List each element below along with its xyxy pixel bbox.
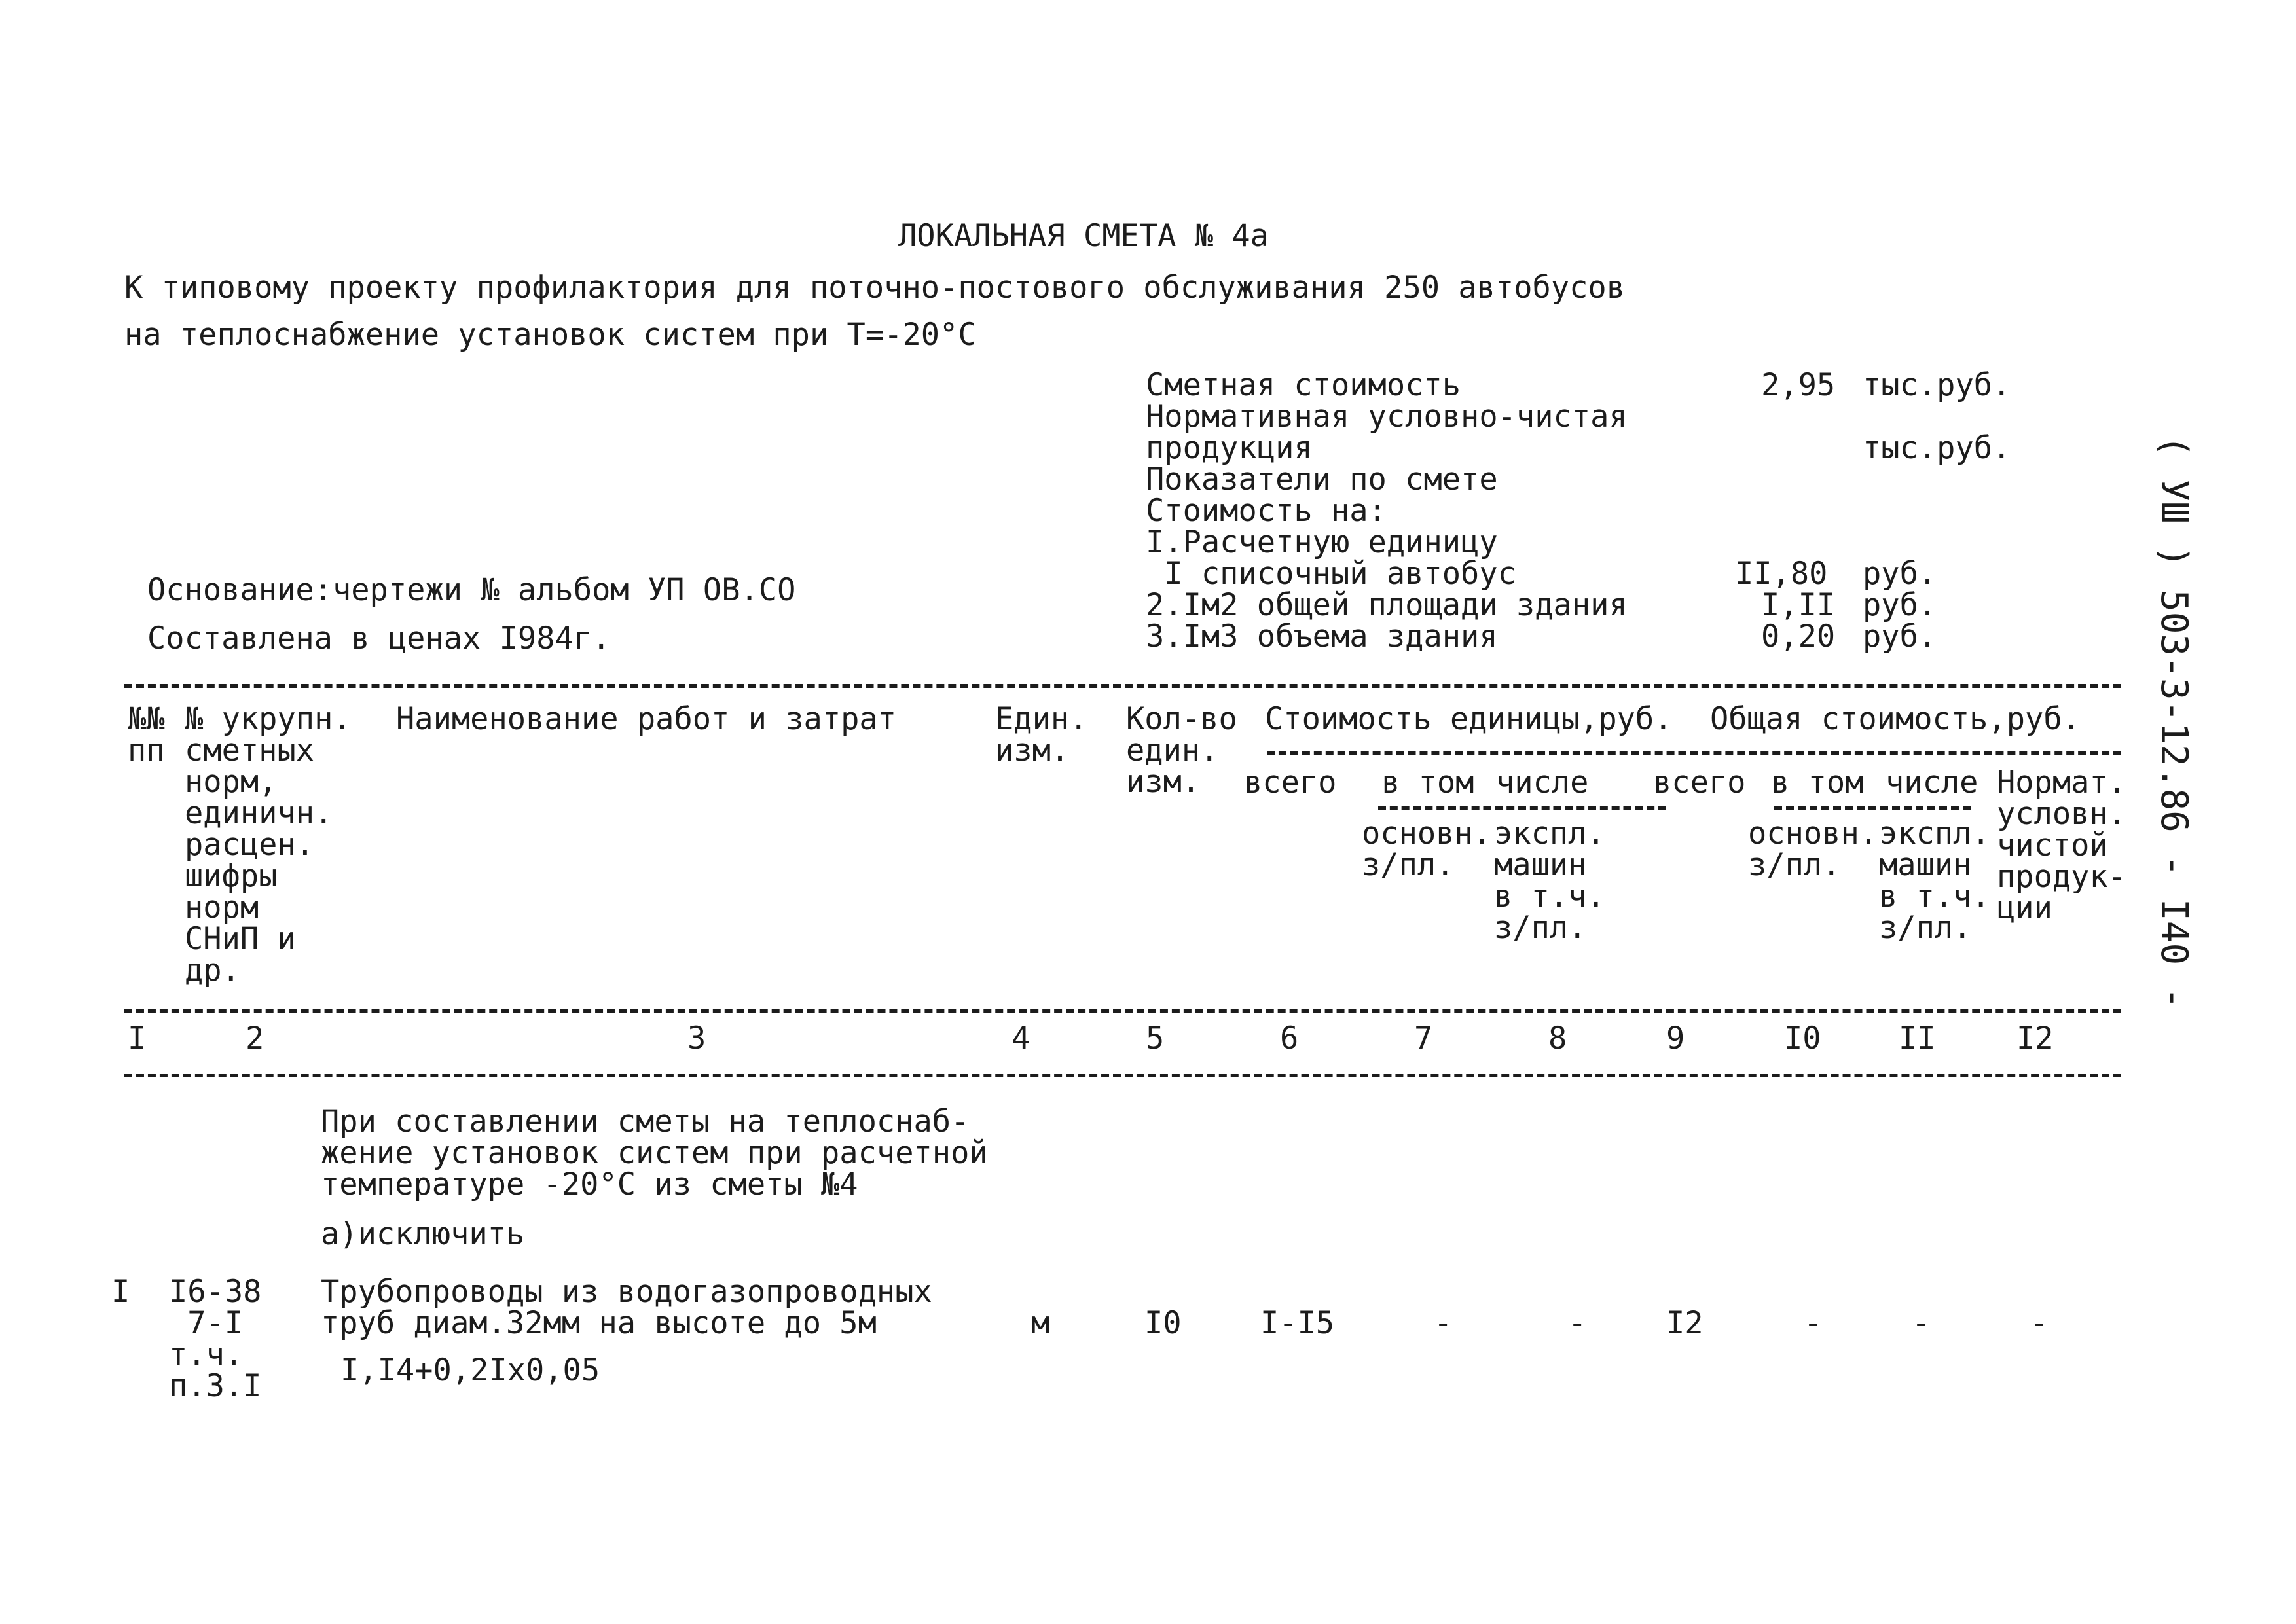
col-number-12: I2 [2016, 1020, 2054, 1056]
row-1-unit-total: I-I5 [1260, 1305, 1335, 1341]
header-group-rule [1267, 751, 2121, 755]
header-col-12: Нормат. условн. чистой продук- ции [1997, 765, 2127, 926]
header-total-cost-group: Общая стоимость,руб. [1710, 701, 2081, 737]
indicator-3-label: 3.Iм3 объема здания [1146, 619, 1498, 655]
row-1-number: I [111, 1274, 130, 1310]
row-1-unit-mach: - [1568, 1305, 1587, 1341]
ncp-unit: тыс.руб. [1863, 430, 2011, 466]
header-col-7: основн. з/пл. [1362, 816, 1492, 883]
header-col-9: всего [1653, 765, 1746, 801]
indicator-2-unit: руб. [1863, 587, 1937, 623]
col-number-3: 3 [687, 1020, 706, 1056]
header-unit-cost-group: Стоимость единицы,руб. [1265, 701, 1673, 737]
indicator-1-value: II,80 [1735, 556, 1828, 592]
estimated-cost-unit: тыс.руб. [1863, 367, 2011, 403]
header-incl2-b: числе [1886, 765, 1978, 801]
row-1-qty: I0 [1144, 1305, 1182, 1341]
body-note: При составлении сметы на теплоснаб- жение установок систем при расчетной температуре -20°С из сметы №4 [321, 1104, 988, 1202]
indicator-1-label-1: I.Расчетную единицу [1146, 524, 1498, 560]
numbers-bottom-rule [124, 1074, 2121, 1077]
indicators-label: Показатели по смете [1146, 461, 1498, 497]
col-number-9: 9 [1666, 1020, 1685, 1056]
cost-per-label: Стоимость на: [1146, 493, 1387, 529]
header-col-1: №№ пп [128, 701, 165, 768]
row-1-name: Трубопроводы из водогазопроводных труб диам.32мм на высоте до 5м [321, 1274, 932, 1341]
side-margin-code: ( УШ ) 503-3-12.86 - I40 - [2153, 435, 2195, 1009]
header-col-11: экспл. машин в т.ч. з/пл. [1879, 816, 1990, 946]
document-title: ЛОКАЛЬНАЯ СМЕТА № 4а [898, 218, 1269, 254]
header-sub-rule-2 [1774, 806, 1971, 810]
header-incl-a: в том [1381, 765, 1474, 801]
row-1-total: I2 [1666, 1305, 1704, 1341]
estimated-cost-value: 2,95 [1761, 367, 1836, 403]
header-col-8: экспл. машин в т.ч. з/пл. [1494, 816, 1605, 946]
row-1-ncp: - [2030, 1305, 2049, 1341]
indicator-3-unit: руб. [1863, 619, 1937, 655]
header-col-10: основн. з/пл. [1748, 816, 1878, 883]
row-1-unit-wage: - [1434, 1305, 1453, 1341]
header-col-5-top: Кол-во [1126, 701, 1237, 737]
indicator-1-unit: руб. [1863, 556, 1937, 592]
header-col-2: № укрупн. сметных норм, единичн. расцен. шифры норм СНиП и др. [185, 701, 352, 988]
header-col-4: Един. изм. [995, 701, 1088, 768]
col-number-2: 2 [246, 1020, 264, 1056]
col-number-11: II [1899, 1020, 1936, 1056]
header-incl2-a: в том [1771, 765, 1864, 801]
row-1-formula: I,I4+0,2Ix0,05 [340, 1352, 600, 1388]
header-col-3: Наименование работ и затрат [396, 701, 897, 737]
header-sub-rule-1 [1378, 806, 1666, 810]
header-top-rule [124, 684, 2121, 688]
header-incl-b: числе [1496, 765, 1589, 801]
col-number-1: I [128, 1020, 147, 1056]
col-number-6: 6 [1280, 1020, 1299, 1056]
basis-prices: Составлена в ценах I984г. [147, 621, 611, 657]
row-1-code: I6-38 7-I т.ч. п.3.I [169, 1274, 262, 1404]
ncp-label-1: Нормативная условно-чистая [1146, 399, 1628, 435]
indicator-2-label: 2.Iм2 общей площади здания [1146, 587, 1628, 623]
col-number-8: 8 [1548, 1020, 1567, 1056]
col-number-7: 7 [1414, 1020, 1433, 1056]
numbers-top-rule [124, 1009, 2121, 1013]
indicator-3-value: 0,20 [1761, 619, 1836, 655]
subtitle-line-2: на теплоснабжение установок систем при Т=-20°С [124, 317, 977, 353]
subtitle-line-1: К типовому проекту профилактория для поточно-постового обслуживания 250 автобусов [124, 270, 1626, 306]
col-number-10: I0 [1784, 1020, 1821, 1056]
col-number-5: 5 [1146, 1020, 1165, 1056]
row-1-total-mach: - [1912, 1305, 1931, 1341]
indicator-2-value: I,II [1761, 587, 1836, 623]
col-number-4: 4 [1011, 1020, 1030, 1056]
row-1-total-wage: - [1804, 1305, 1823, 1341]
indicator-1-label-2: I списочный автобус [1146, 556, 1516, 592]
header-col-6: всего [1244, 765, 1337, 801]
ncp-label-2: продукция [1146, 430, 1313, 466]
basis-drawings: Основание:чертежи № альбом УП ОВ.СО [147, 572, 796, 608]
header-col-5-sub: един. изм. [1126, 732, 1219, 800]
estimated-cost-label: Сметная стоимость [1146, 367, 1461, 403]
body-exclude: а)исключить [321, 1216, 525, 1252]
row-1-unit: м [1031, 1305, 1050, 1341]
